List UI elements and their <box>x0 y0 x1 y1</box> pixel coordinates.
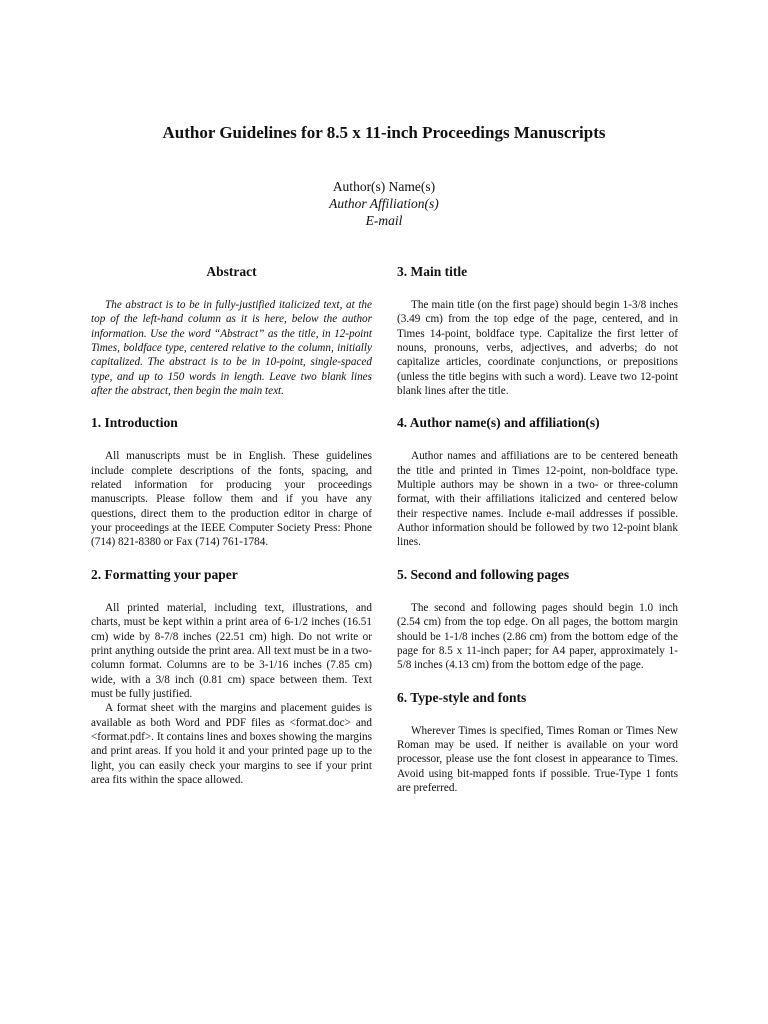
second-pages-section <box>397 566 678 673</box>
main-title-heading: 3. Main title <box>397 264 468 279</box>
author-affiliation: Author Affiliation(s) <box>329 196 439 211</box>
introduction-heading: 1. Introduction <box>91 415 178 431</box>
type-style-body: Wherever Times is specified, Times Roman or Times New Roman may be used. If neither is available on your word processor, please use the font closest in appearance to Times. Avoid using bit-mapped fonts if possible. True-Type 1 fonts are preferred. <box>397 724 678 794</box>
type-style-heading: 6. Type-style and fonts <box>397 689 527 705</box>
abstract-body: The abstract is to be in fully-justified italicized text, at the top of the left-hand column as it is here, below the author information. Use the word “Abstract” as the title, in 12-point Times, boldface type, centered relative to the column, initially capitalized. The abstract is to be in 10-point, single-spaced type, and up to 150 words in length. Leave two blank lines after the abstract, then begin the main text. <box>91 299 372 398</box>
author-names-body: Author names and affiliations are to be centered beneath the title and printed in Times 12-point, non-boldface type. Multiple authors may be shown in a two- or three-column format, with their affiliations italicized and centered below their respective names. Include e-mail addresses if possible. Author information should be followed by two 12-point blank lines. <box>397 450 678 549</box>
introduction-body: All manuscripts must be in English. These guidelines include complete descriptions of the fonts, spacing, and related information for producing your proceedings manuscripts. Please follow them and if you have any questions, direct them to the production editor in charge of your proceedings at the IEEE Computer Society Press: Phone (714) 821-8380 or Fax (714) 761-1784. <box>91 450 372 549</box>
abstract-heading: Abstract <box>206 264 257 279</box>
formatting-heading: 2. Formatting your paper <box>91 566 238 582</box>
right-column <box>397 263 678 795</box>
author-names-heading: 4. Author name(s) and affiliation(s) <box>397 415 600 431</box>
author-email: E-mail <box>365 213 403 228</box>
left-column <box>91 263 372 787</box>
author-block <box>0 178 768 229</box>
formatting-section <box>91 566 372 787</box>
introduction-section <box>91 414 372 549</box>
abstract-section <box>91 263 372 398</box>
second-pages-body: The second and following pages should begin 1.0 inch (2.54 cm) from the top edge. On all pages, the bottom margin should be 1-1/8 inches (2.86 cm) from the bottom edge of the page for 8.5 x 11-inch paper; for A4 paper, approximately 1-5/8 inches (4.13 cm) from the bottom edge of the page. <box>397 601 678 672</box>
author-names-section <box>397 414 678 549</box>
type-style-section <box>397 689 678 796</box>
second-pages-heading: 5. Second and following pages <box>397 566 570 582</box>
main-title-section <box>397 263 678 398</box>
author-names: Author(s) Name(s) <box>332 179 436 194</box>
paper-title: Author Guidelines for 8.5 x 11-inch Proceedings Manuscripts <box>162 123 606 142</box>
main-title-body: The main title (on the first page) should begin 1-3/8 inches (3.49 cm) from the top edge of the page, centered, and in Times 14-point, boldface type. Capitalize the first letter of nouns, pronouns, verbs, adjectives, and adverbs; do not capitalize articles, coordinate conjunctions, or prepositions (unless the title begins with such a word). Leave two 12-point blank lines after the title. <box>397 299 678 398</box>
formatting-paragraph-1: All printed material, including text, illustrations, and charts, must be kept within a print area of 6-1/2 inches (16.51 cm) wide by 8-7/8 inches (22.51 cm) high. Do not write or print anything outside the print area. All text must be in a two-column format. Columns are to be 3-1/16 inches (7.85 cm) wide, with a 3/8 inch (0.81 cm) space between them. Text must be fully justified. <box>91 601 372 700</box>
formatting-paragraph-2: A format sheet with the margins and placement guides is available as both Word and PDF files as <format.doc> and <format.pdf>. It contains lines and boxes showing the margins and print areas. If you hold it and your printed page up to the light, you can easily check your margins to see if your print area fits within the space allowed. <box>91 702 372 786</box>
